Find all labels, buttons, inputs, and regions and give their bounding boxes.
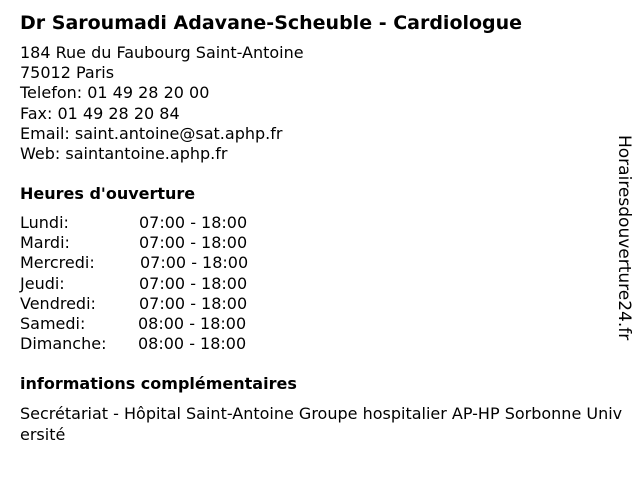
- page-title: Dr Saroumadi Adavane-Scheuble - Cardiologue: [20, 12, 523, 34]
- hours-table: [20, 213, 320, 354]
- hours-time: 07:00 - 18:00: [139, 273, 248, 293]
- address-city: 75012 Paris: [20, 63, 115, 83]
- hours-time: 07:00 - 18:00: [139, 213, 248, 232]
- hours-day: Dimanche:: [20, 334, 107, 354]
- hours-day: Samedi:: [20, 313, 86, 333]
- hours-time: 07:00 - 18:00: [139, 233, 248, 253]
- email-address: Email: saint.antoine@sat.aphp.fr: [20, 123, 283, 143]
- hours-row: [20, 274, 320, 294]
- hours-row: [20, 253, 320, 273]
- hours-row: [20, 334, 320, 354]
- hours-day: Lundi:: [20, 213, 69, 232]
- hours-time: 07:00 - 18:00: [139, 293, 248, 313]
- phone-number: Telefon: 01 49 28 20 00: [20, 83, 210, 103]
- hours-time: 08:00 - 18:00: [138, 313, 247, 333]
- hours-day: Mardi:: [20, 233, 70, 253]
- hours-time: 08:00 - 18:00: [138, 334, 247, 354]
- info-text: Secrétariat - Hôpital Saint-Antoine Groupe hospitalier AP-HP Sorbonne Université: [20, 404, 623, 444]
- hours-heading: Heures d'ouverture: [20, 184, 196, 203]
- hours-row: [20, 294, 320, 314]
- hours-time: 07:00 - 18:00: [140, 253, 249, 273]
- hours-day: Jeudi:: [20, 273, 65, 293]
- info-heading: informations complémentaires: [20, 374, 297, 393]
- contact-block: [20, 43, 304, 164]
- website: Web: saintantoine.aphp.fr: [20, 144, 228, 164]
- fax-number: Fax: 01 49 28 20 84: [20, 103, 180, 123]
- hours-row: [20, 233, 320, 253]
- hours-day: Mercredi:: [20, 253, 95, 273]
- hours-day: Vendredi:: [20, 293, 96, 313]
- hours-row: [20, 213, 320, 233]
- watermark-text: Horairesdouverture24.fr: [614, 135, 634, 341]
- hours-row: [20, 314, 320, 334]
- address-street: 184 Rue du Faubourg Saint-Antoine: [20, 43, 304, 62]
